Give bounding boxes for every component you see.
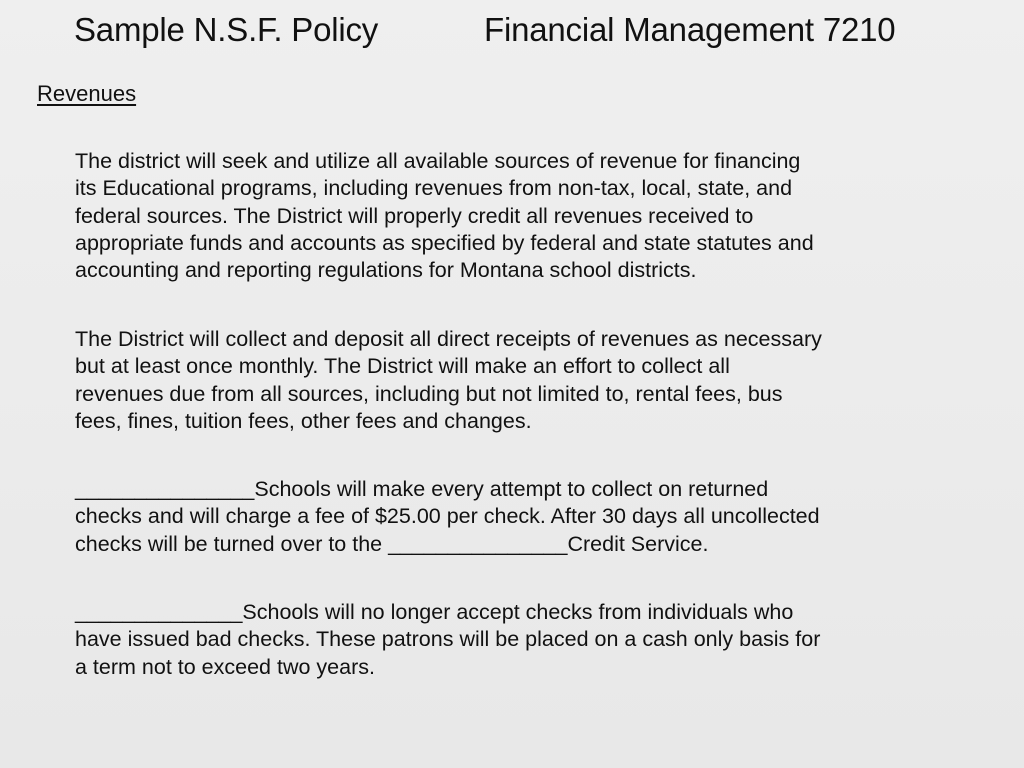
paragraph-line: a term not to exceed two years.	[75, 654, 375, 679]
paragraph-line: its Educational programs, including revenues from non-tax, local, state, and	[75, 176, 793, 201]
paragraph-revenue-sources	[75, 148, 990, 284]
paragraph-line: _______________Schools will make every attempt to collect on returned	[75, 477, 769, 501]
paragraph-line: checks will be turned over to the _______________Credit Service.	[75, 531, 709, 556]
paragraph-line: but at least once monthly. The District will make an effort to collect all	[75, 354, 730, 379]
title-policy-name: Sample N.S.F. Policy	[74, 11, 379, 48]
slide-title	[74, 8, 974, 52]
paragraph-line: The district will seek and utilize all available sources of revenue for financing	[75, 149, 801, 173]
paragraph-line: have issued bad checks. These patrons will be placed on a cash only basis for	[75, 627, 821, 652]
paragraph-collection-deposit	[75, 326, 990, 435]
paragraph-bad-check-patrons	[75, 599, 990, 681]
paragraph-line: The District will collect and deposit all direct receipts of revenues as necessary	[75, 327, 822, 351]
paragraph-line: checks and will charge a fee of $25.00 per check. After 30 days all uncollected	[75, 504, 820, 529]
paragraph-line: accounting and reporting regulations for Montana school districts.	[75, 258, 697, 283]
paragraph-returned-checks	[75, 476, 990, 558]
paragraph-line: federal sources. The District will properly credit all revenues received to	[75, 203, 754, 228]
section-heading-revenues: Revenues	[37, 81, 137, 106]
paragraph-line: fees, fines, tuition fees, other fees and changes.	[75, 408, 532, 433]
title-policy-section: Financial Management 7210	[484, 11, 896, 48]
paragraph-line: appropriate funds and accounts as specified by federal and state statutes and	[75, 230, 814, 255]
paragraph-line: ______________Schools will no longer accept checks from individuals who	[75, 600, 794, 624]
paragraph-line: revenues due from all sources, including but not limited to, rental fees, bus	[75, 381, 783, 406]
